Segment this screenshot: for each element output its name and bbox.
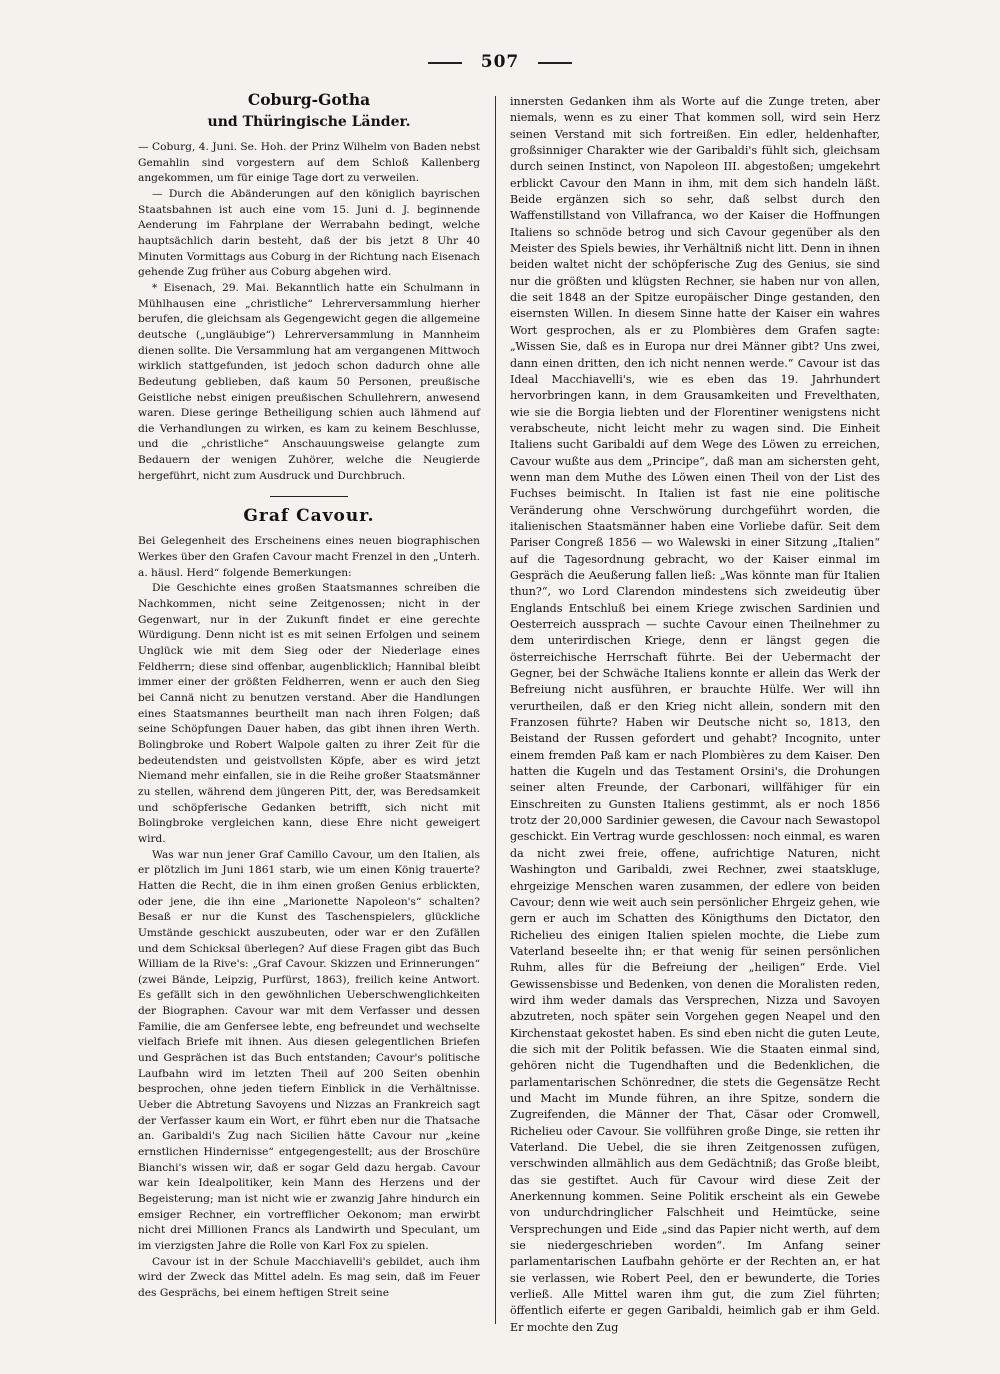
header-dash-left xyxy=(428,62,462,64)
article-title: Graf Cavour. xyxy=(243,506,375,527)
left-column xyxy=(138,90,480,1302)
article-separator-rule xyxy=(270,496,348,497)
article-intro-paragraph: Bei Gelegenheit des Erscheinens eines neuen biographischen Werkes über den Grafen Cavour macht Frenzel in den „Unterh. a. häusl. Herd“ folgende Bemerkungen: xyxy=(138,535,480,579)
article-paragraph-cavour-question: Was war nun jener Graf Camillo Cavour, um den Italien, als er plötzlich im Juni 1861 starb, wie um einen König trauerte? Hatten die Recht, die in ihm einen großen Genius erblickten, oder jene, die ihn eine „Marionette Napoleon's“ schalten? Besaß er nur die Kunst des Taschenspielers, glückliche Umstände geschickt auszubeuten, oder war er den Zufällen und dem Schicksal überlegen? Auf diese Fragen gibt das Buch William de la Rive's: „Graf Cavour. Skizzen und Erinnerungen“ (zwei Bände, Leipzig, Purfürst, 1863), freilich keine Antwort. Es gefällt sich in den gewöhnlichen Ueberschwenglichkeiten der Biographen. Cavour war mit dem Verfasser und dessen Familie, die am Genfersee lebte, eng befreundet und wechselte vielfach Briefe mit ihnen. Aus diesen gelegentlichen Briefen und Gesprächen ist das Buch entstanden; Cavour's politische Laufbahn wird im letzten Theil auf 200 Seiten obenhin besprochen, ohne jeden tiefern Einblick in die Verhältnisse. Ueber die Abtretung Savoyens und Nizzas an Frankreich sagt der Verfasser kaum ein Wort, er führt eben nur die Thatsache an. Garibaldi's Zug nach Sicilien hätte Cavour nur „keine ernstlichen Hindernisse“ entgegengestellt; aus der Broschüre Bianchi's wissen wir, daß er sogar Geld dazu hergab. Cavour war kein Idealpolitiker, kein Mann des Herzens und der Begeisterung; man ist nicht wie er zwanzig Jahre hindurch ein emsiger Rechner, ein vortrefflicher Oekonom; man erwirbt nicht drei Millionen Francs als Landwirth und Speculant, um im vierzigsten Jahre die Rolle von Karl Fox zu spielen. xyxy=(138,848,480,1252)
article-paragraph-history: Die Geschichte eines großen Staatsmannes schreiben die Nachkommen, nicht seine Zeitgenossen; nicht in der Gegenwart, nur in der Zukunft findet er eine gerechte Würdigung. Denn nicht ist es mit seinen Erfolgen und seinem Unglück wie mit dem Sieg oder der Niederlage eines Feldherrn; diese sind offenbar, augenblicklich; Hannibal bleibt immer einer der größten Feldherren, wenn er auch den Sieg bei Cannä nicht zu benutzen verstand. Aber die Handlungen eines Staatsmannes beurtheilt man nach ihren Folgen; daß seine Schöpfungen Dauer haben, das gibt ihnen ihren Werth. Bolingbroke und Robert Walpole galten zu ihrer Zeit für die bedeutendsten und geistvollsten Köpfe, aber es wird jetzt Niemand mehr einfallen, sie in die Reihe großer Staatsmänner zu stellen, während dem jüngeren Pitt, der, was Beredsamkeit und schöpferische Gedanken betrifft, sich nicht mit Bolingbroke vergleichen kann, diese Ehre nicht geweigert wird. xyxy=(138,582,480,845)
header-dash-right xyxy=(538,62,572,64)
news-item-eisenach: * Eisenach, 29. Mai. Bekanntlich hatte ein Schulmann in Mühlhausen eine „christliche“ Lehrerversammlung hierher berufen, die gleichsam als Gegengewicht gegen die allgemeine deutsche („ungläubige“) Lehrerversammlung in Mannheim dienen sollte. Die Versammlung hat am vergangenen Mittwoch wirklich stattgefunden, ist jedoch schon dadurch ohne alle Bedeutung geblieben, daß kaum 50 Personen, preußische Geistliche nebst einigen preußischen Schullehrern, anwesend waren. Diese geringe Betheiligung schien auch lähmend auf die Verhandlungen zu wirken, es kam zu keinem Beschlusse, und die „christliche“ Anschauungsweise gelangte zum Bedauern der wenigen Zuhörer, welche die Neugierde hergeführt, nicht zum Ausdruck und Durchbruch. xyxy=(138,281,480,482)
news-item-coburg: — Coburg, 4. Juni. Se. Hoh. der Prinz Wilhelm von Baden nebst Gemahlin sind vorgestern auf dem Schloß Kallenberg angekommen, um für einige Tage dort zu verweilen. xyxy=(138,141,480,185)
news-item-werrabahn: — Durch die Abänderungen auf den königlich bayrischen Staatsbahnen ist auch eine vom 15. Juni d. J. beginnende Aenderung im Fahrplane der Werrabahn bedingt, welche hauptsächlich darin besteht, daß der bis jetzt 8 Uhr 40 Minuten Vormittags aus Coburg in der Richtung nach Eisenach gehende Zug früher aus Coburg abgehen wird. xyxy=(138,187,480,279)
section-subtitle: und Thüringische Länder. xyxy=(207,114,411,130)
section-title: Coburg-Gotha xyxy=(247,90,371,109)
article-continuation-paragraph: innersten Gedanken ihm als Worte auf die Zunge treten, aber niemals, wenn es zu einer That kommen soll, wird sein Herz seinen Verstand mit sich fortreißen. Ein edler, heldenhafter, großsinniger Charakter wie der Garibaldi's fühlt sich, gleichsam durch seinen Instinct, von Napoleon III. abgestoßen; umgekehrt erblickt Cavour den Mann in ihm, mit dem sich handeln läßt. Beide ergänzen sich so sehr, daß selbst durch den Waffenstillstand von Villafranca, wo der Kaiser die Hoffnungen Italiens so schnöde betrog und sich Cavour gegenüber als den Meister des Spiels bewies, ihr Verhältniß nicht litt. Denn in ihnen beiden waltet nicht der schöpferische Zug des Genius, sie sind nur die größten und klügsten Rechner, sie haben nur von allen, die seit 1848 an der Spitze europäischer Dinge gestanden, den eisernsten Willen. In diesem Sinne hatte der Kaiser ein wahres Wort gesprochen, als er zu Plombières dem Grafen sagte: „Wissen Sie, daß es in Europa nur drei Männer gibt? Uns zwei, dann einen dritten, den ich nicht nennen werde.“ Cavour ist das Ideal Macchiavelli's, wie es eben das 19. Jahrhundert hervorbringen kann, in dem Grausamkeiten und Frevelthaten, wie sie die Borgia liebten und der Florentiner wenigstens nicht verabscheute, nicht leicht mehr zu wagen sind. Die Einheit Italiens sucht Garibaldi auf dem Wege des Löwen zu erreichen, Cavour wußte aus dem „Principe“, daß man am sichersten geht, wenn man dem Muthe des Löwen einen Theil von der List des Fuchses beimischt. In Italien ist fast nie eine politische Veränderung ohne Verschwörung durchgeführt worden, die italienischen Staatsmänner haben eine Vorliebe dafür. Seit dem Pariser Congreß 1856 — wo Walewski in einer Sitzung „Italien“ auf die Tagesordnung gebracht, wo der Kaiser einmal im Gespräch die Aeußerung fallen ließ: „Was könnte man für Italien thun?“, wo Lord Clarendon mindestens sich zweideutig über Englands Entschluß bei einem Kriege zwischen Sardinien und Oesterreich aussprach — suchte Cavour einen Theilnehmer zu dem unterirdischen Kriege, denn er längst gegen die österreichische Herrschaft führte. Bei der Uebermacht der Gegner, bei der Schwäche Italiens konnte er allein das Werk der Befreiung nicht ausführen, er brauchte Hülfe. Wer will ihn verurtheilen, daß er den Krieg nicht allein, sondern mit den Franzosen führte? Haben wir Deutsche nicht so, 1813, den Beistand der Russen gefordert und gehabt? Incognito, unter einem fremden Paß kam er nach Plombières zu dem Kaiser. Den hatten die Kugeln und das Testament Orsini's, die Drohungen seiner alten Freunde, der Carbonari, willfähiger für ein Einschreiten zu Gunsten Italiens gestimmt, als er noch 1856 trotz der 20,000 Sardinier gewesen, die Cavour nach Sewastopol geschickt. Ein Vertrag wurde geschlossen: noch einmal, es waren da nicht zwei freie, offene, aufrichtige Naturen, nicht Washington und Garibaldi, zwei Rechner, zwei staatskluge, ehrgeizige Menschen waren zusammen, der edlere von beiden Cavour; denn wie weit auch sein persönlicher Ehrgeiz gehen, wie gern er auch im Schatten des Königthums den Dictator, den Richelieu des einigen Italien spielen mochte, die Liebe zum Vaterland beseelte ihn; er that wenig für seinen persönlichen Ruhm, alles für die Befreiung der „heiligen“ Erde. Viel Gewissensbisse und Bedenken, von denen die Moralisten reden, wird ihm weder damals das Versprechen, Nizza und Savoyen abzutreten, noch später sein Vorgehen gegen Neapel und den Kirchenstaat gekostet haben. Es sind eben nicht die guten Leute, die sich mit der Politik befassen. Wie die Staaten einmal sind, gehören nicht die Tugendhaften und die Bedenklichen, die parlamentarischen Schönredner, die stets die Gegensätze Recht und Macht im Munde führen, an ihre Spitze, sondern die Zugreifenden, die Männer der That, Cäsar oder Cromwell, Richelieu oder Cavour. Sie vollführen große Dinge, sie retten ihr Vaterland. Die Uebel, die sie ihren Zeitgenossen zufügen, verschwinden allmählich aus dem Gedächtniß; das Große bleibt, das sie gestiftet. Auch für Cavour wird diese Zeit der Anerkennung kommen. Seine Politik erscheint als ein Gewebe von undurchdringlicher Falschheit und Heimtücke, seine Versprechungen und Eide „sind das Papier nicht werth, auf dem sie niedergeschrieben worden“. Im Anfang seiner parlamentarischen Laufbahn gehörte er der Rechten an, er hat sie verlassen, wie Robert Peel, den er bewunderte, die Tories verließ. Alle Mittel waren ihm gut, die zum Ziel führten; öffentlich eiferte er gegen Garibaldi, heimlich gab er ihm Geld. Er mochte den Zug xyxy=(510,95,880,1334)
page-number: 507 xyxy=(480,52,520,72)
right-column xyxy=(510,94,880,1336)
column-divider xyxy=(495,96,496,1324)
article-paragraph-macchiavelli: Cavour ist in der Schule Macchiavelli's gebildet, auch ihm wird der Zweck das Mittel adeln. Es mag sein, daß im Feuer des Gesprächs, bei einem heftigen Streit seine xyxy=(138,1255,480,1299)
page-header xyxy=(0,52,1000,72)
